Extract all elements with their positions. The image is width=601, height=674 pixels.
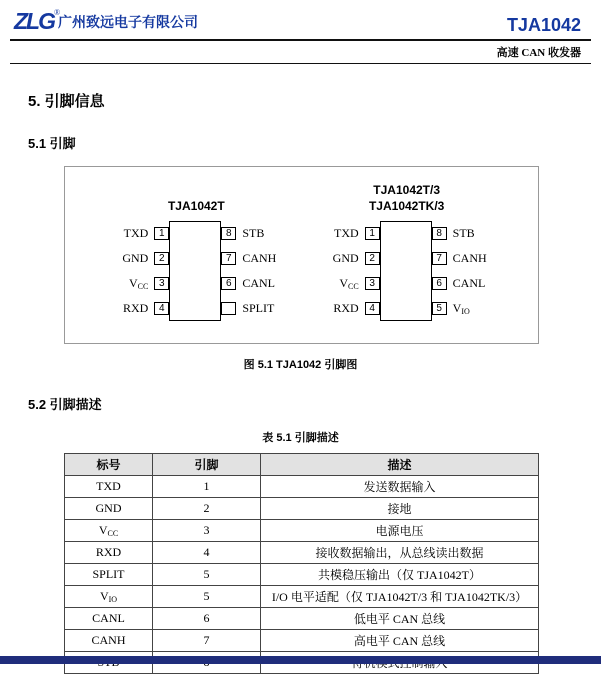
logo-text: ZLG	[14, 8, 54, 34]
registered-mark: ®	[54, 8, 61, 17]
pin-label: $V_{IO}$	[452, 301, 470, 317]
pin-number: 1	[365, 227, 380, 240]
pin-name-cell: $V_{CC}$	[65, 520, 153, 542]
part-number: TJA1042	[506, 15, 581, 35]
pin-number-cell: 6	[153, 608, 261, 630]
header-left	[14, 8, 198, 36]
pin-number	[221, 302, 236, 315]
pin-label: RXD	[333, 301, 359, 316]
table-row	[65, 564, 539, 586]
pin-label: CANL	[452, 276, 486, 291]
pin-desc-cell: I/O 电平适配（仅 TJA1042T/3 和 TJA1042TK/3）	[261, 586, 539, 608]
pin-label: TXD	[333, 226, 359, 241]
section-heading-5-1: 5.1 引脚	[28, 136, 76, 151]
chip-title: TJA1042T	[167, 198, 225, 213]
pin-number: 8	[221, 227, 236, 240]
pin-number: 7	[432, 252, 447, 265]
pin-label: CANH	[242, 251, 277, 266]
pin-number: 2	[154, 252, 169, 265]
chip-tja1042t	[107, 199, 285, 322]
zlg-logo-icon	[14, 8, 61, 36]
table-row	[65, 498, 539, 520]
pin-number: 3	[365, 277, 380, 290]
pin-label: GND	[332, 251, 359, 266]
pin-desc-cell: 低电平 CAN 总线	[261, 608, 539, 630]
pin-number-cell: 5	[153, 564, 261, 586]
pin-number-cell: 5	[153, 586, 261, 608]
chip-tja1042t3	[318, 183, 496, 321]
pin-number: 4	[365, 302, 380, 315]
pin-number: 5	[432, 302, 447, 315]
pin-number-cell: 4	[153, 542, 261, 564]
chip-title-line2: TJA1042TK/3	[368, 198, 445, 213]
pin-desc-cell: 高电平 CAN 总线	[261, 630, 539, 652]
pin-desc-cell: 发送数据输入	[261, 476, 539, 498]
chip-diagram	[318, 221, 496, 321]
pin-number-cell: 7	[153, 630, 261, 652]
chip-body	[380, 221, 432, 321]
pin-number: 2	[365, 252, 380, 265]
pin-name-cell: $V_{IO}$	[65, 586, 153, 608]
pin-number: 6	[432, 277, 447, 290]
column-header-pin: 引脚	[153, 454, 261, 476]
pin-label: GND	[122, 251, 149, 266]
table-row	[65, 542, 539, 564]
page-content	[10, 90, 591, 674]
pin-name-cell: RXD	[65, 542, 153, 564]
footer-bar	[0, 656, 601, 664]
pin-name-cell: GND	[65, 498, 153, 520]
table-header-row	[65, 454, 539, 476]
pin-figure-box	[64, 166, 539, 344]
chip-body	[169, 221, 221, 321]
pin-number: 1	[154, 227, 169, 240]
pin-label: $V_{CC}$	[128, 276, 149, 292]
table-row	[65, 520, 539, 542]
pin-number: 8	[432, 227, 447, 240]
doc-subtitle: 高速 CAN 收发器	[10, 41, 591, 64]
pin-name-cell: CANL	[65, 608, 153, 630]
pin-desc-cell: 接地	[261, 498, 539, 520]
table-row	[65, 630, 539, 652]
pin-name-cell: TXD	[65, 476, 153, 498]
pin-label: STB	[242, 226, 265, 241]
pin-desc-cell: 共模稳压输出（仅 TJA1042T）	[261, 564, 539, 586]
pin-desc-cell: 接收数据输出，从总线读出数据	[261, 542, 539, 564]
table-row	[65, 608, 539, 630]
pin-number: 3	[154, 277, 169, 290]
pin-label: RXD	[122, 301, 149, 316]
pin-label: TXD	[123, 226, 149, 241]
column-header-desc: 描述	[261, 454, 539, 476]
pin-number-cell: 1	[153, 476, 261, 498]
chip-diagram	[107, 221, 285, 321]
pin-desc-cell: 电源电压	[261, 520, 539, 542]
pin-label: $V_{CC}$	[339, 276, 359, 292]
pin-label: SPLIT	[242, 301, 275, 316]
company-name: 广州致远电子有限公司	[58, 14, 198, 30]
pin-name-cell: SPLIT	[65, 564, 153, 586]
column-header-name: 标号	[65, 454, 153, 476]
pin-number-cell: 3	[153, 520, 261, 542]
pin-name-cell: CANH	[65, 630, 153, 652]
pin-label: CANH	[452, 251, 487, 266]
figure-caption: 图 5.1 TJA1042 引脚图	[243, 359, 358, 372]
pin-number-cell: 2	[153, 498, 261, 520]
pin-number: 7	[221, 252, 236, 265]
page-header	[10, 8, 591, 41]
section-heading-5-2: 5.2 引脚描述	[28, 397, 102, 413]
table-caption: 表 5.1 引脚描述	[262, 432, 339, 445]
pin-description-table	[64, 453, 539, 674]
chip-title-line1: TJA1042T/3	[373, 183, 440, 197]
chip-title	[369, 183, 444, 214]
table-row	[65, 476, 539, 498]
pin-number: 4	[154, 302, 169, 315]
pin-table-wrapper	[64, 453, 539, 674]
pin-label: CANL	[242, 276, 275, 291]
pin-label: STB	[452, 226, 475, 241]
table-row	[65, 586, 539, 608]
section-heading-5: 5. 引脚信息	[28, 93, 105, 110]
pin-number: 6	[221, 277, 236, 290]
